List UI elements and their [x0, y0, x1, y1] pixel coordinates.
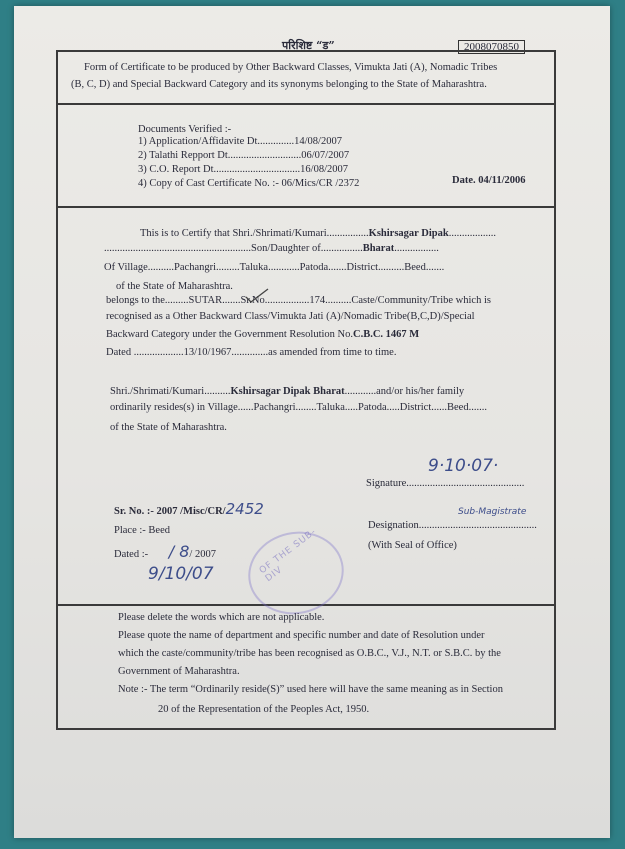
resides-prefix: Shri./Shrimati/Kumari..........	[110, 386, 231, 397]
certify-prefix: This is to Certify that Shri./Shrimati/Kumari................	[140, 228, 369, 239]
designation-handwritten: Sub-Magistrate	[458, 507, 527, 517]
dated-year: / 2007	[189, 549, 216, 560]
note-line: Government of Maharashtra.	[118, 666, 240, 677]
documents-divider	[56, 206, 556, 208]
document-item: 1) Application/Affidavite Dt..............14/08/2007	[138, 136, 342, 147]
note-line: 20 of the Representation of the Peoples Act, 1950.	[158, 704, 370, 715]
state-line: of the State of Maharashtra.	[116, 281, 233, 292]
resolution-dated: Dated ...................13/10/1967..............as amended from time to time.	[106, 347, 397, 358]
document-item: 4) Copy of Cast Certificate No. :- 06/Mics/CR /2372	[138, 178, 360, 189]
parent-prefix: ........................................................Son/Daughter of................	[104, 243, 363, 254]
designation-label: Designation.............................................	[368, 520, 537, 531]
note-line: Please delete the words which are not applicable.	[118, 612, 325, 623]
document-item: 2) Talathi Repport Dt............................06/07/2007	[138, 150, 350, 161]
parent-dots: .................	[394, 243, 439, 254]
office-seal-stamp: OF THE SUB-DIV	[241, 523, 352, 623]
resident-name: Kshirsagar Dipak Bharat	[230, 386, 345, 397]
certify-dots: ..................	[448, 228, 496, 239]
signature-label: Signature.............................................	[366, 478, 525, 489]
note-line: Please quote the name of department and specific number and date of Resolution under	[118, 630, 485, 641]
place-label: Place :- Beed	[114, 525, 170, 536]
parent-name: Bharat	[362, 243, 395, 254]
caste-line: belongs to the.........SUTAR.......Sr.No.................174..........Caste/Community/Tribe which is	[106, 295, 491, 306]
dated-label: Dated :-	[114, 549, 149, 560]
serial-number-handwritten: 2452	[225, 500, 264, 518]
check-mark-icon	[244, 288, 270, 304]
note-line: Note :- The term “Ordinarily reside(S)” used here will have the same meaning as in Section	[118, 684, 503, 695]
resolution-number: C.B.C. 1467 M	[352, 329, 420, 340]
serial-number-label: Sr. No. :- 2007 /Misc/CR/	[114, 506, 226, 517]
appendix-title: परिशिष्ट “ड”	[282, 39, 335, 52]
handwritten-date-2: 9/10/07	[148, 564, 214, 584]
intro-line-1: Form of Certificate to be produced by Other Backward Classes, Vimukta Jati (A), Nomadic Tribes	[84, 62, 498, 73]
applicant-name: Kshirsagar Dipak	[368, 228, 449, 239]
documents-heading: Documents Verified :-	[138, 124, 232, 135]
recognised-line: recognised as a Other Backward Class/Vimukta Jati (A)/Nomadic Tribe(B,C,D)/Special	[106, 311, 475, 322]
intro-line-2: (B, C, D) and Special Backward Category and its synonyms belonging to the State of Maharashtra.	[71, 79, 487, 90]
note-line: which the caste/community/tribe has been recognised as O.B.C., V.J., N.T. or S.B.C. by the	[118, 648, 501, 659]
resides-suffix: ............and/or his/her family	[344, 386, 465, 397]
seal-label: (With Seal of Office)	[368, 540, 457, 551]
resolution-prefix: Backward Category under the Government Resolution No.	[106, 329, 353, 340]
document-date: Date. 04/11/2006	[452, 175, 526, 186]
dated-handwritten-day: / 8	[168, 542, 190, 561]
registration-number: 2008070850	[458, 40, 525, 54]
village-line: Of Village..........Pachangri.........Taluka............Patoda.......District..........Beed.......	[104, 262, 445, 273]
residence-state: of the State of Maharashtra.	[110, 422, 227, 433]
header-divider	[56, 103, 556, 105]
signature-handwritten-date: 9·10·07·	[428, 456, 499, 476]
residence-line: ordinarily resides(s) in Village......Pachangri........Taluka.....Patoda.....District......Beed.......	[110, 402, 487, 413]
document-item: 3) C.O. Report Dt.................................16/08/2007	[138, 164, 348, 175]
